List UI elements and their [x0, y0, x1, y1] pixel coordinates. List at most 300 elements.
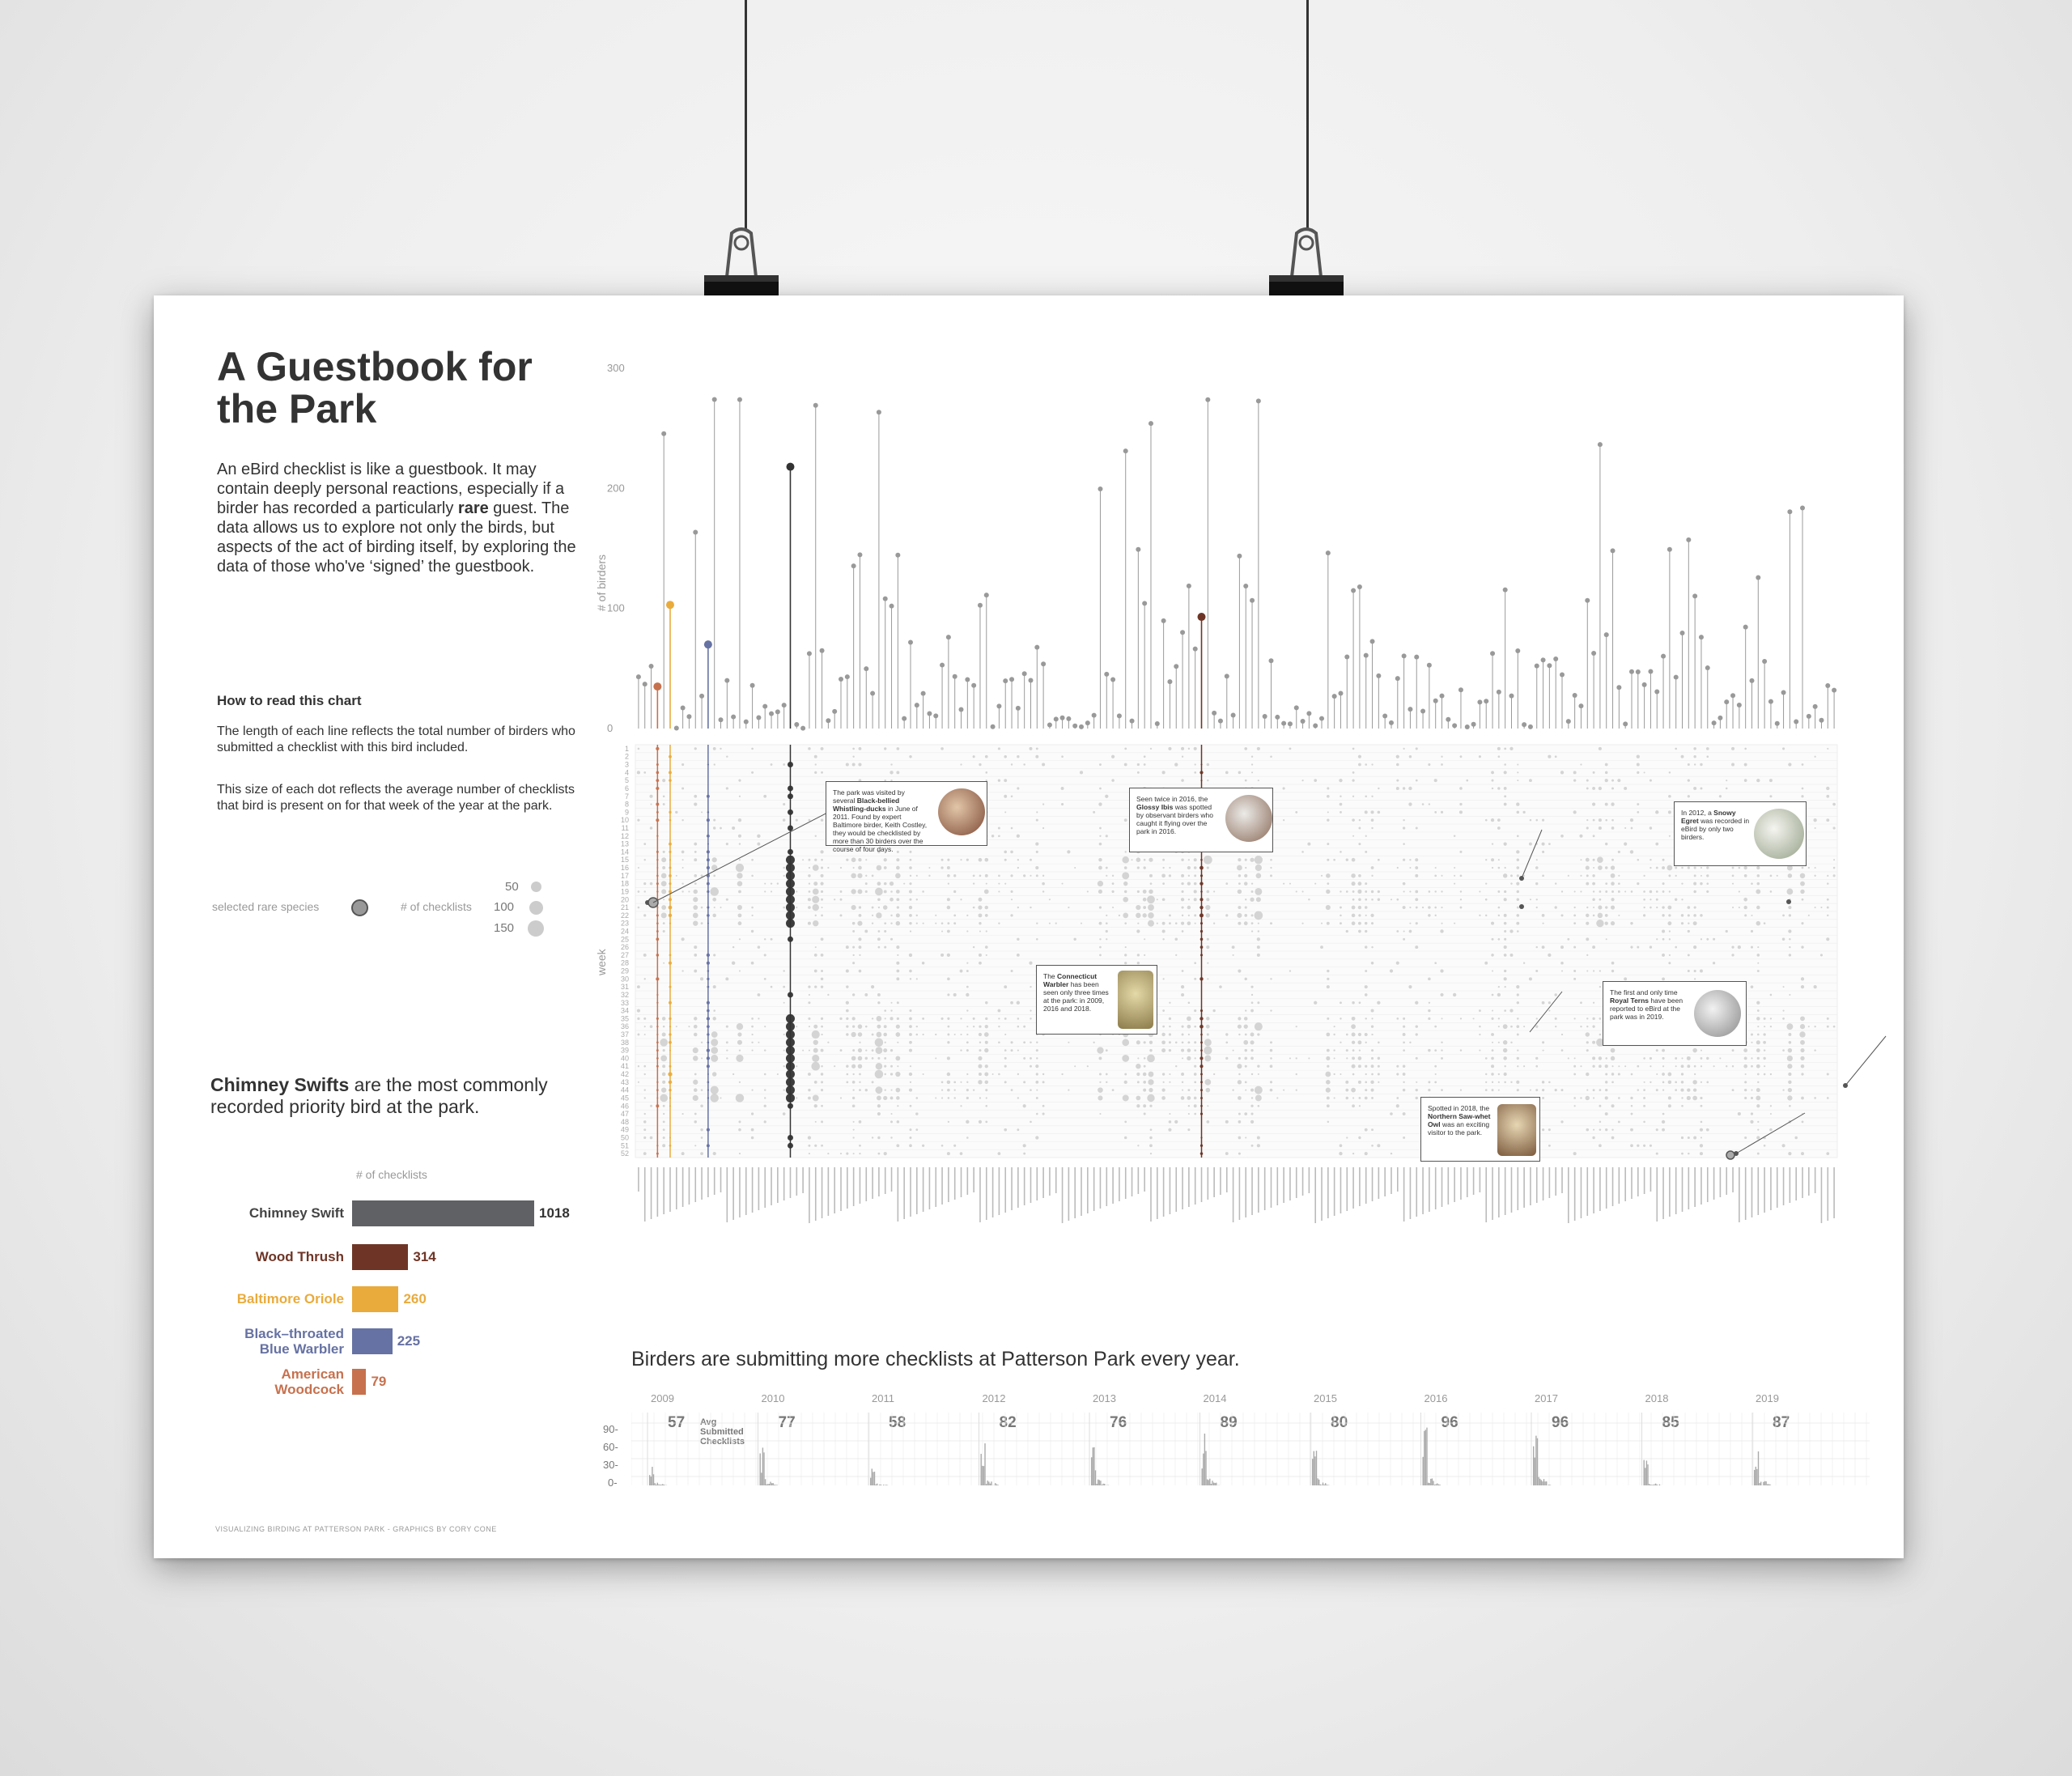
- week-dot: [897, 1042, 898, 1043]
- week-dot: [739, 938, 741, 940]
- annotation-glossy-ibis: [1129, 788, 1273, 852]
- week-dot: [1492, 867, 1493, 869]
- week-dot: [1497, 787, 1500, 789]
- week-dot: [1346, 859, 1348, 861]
- birders-dot: [1566, 719, 1571, 724]
- week-dot: [1428, 906, 1430, 908]
- week-dot: [1693, 747, 1696, 750]
- week-dot: [858, 937, 861, 941]
- week-dot: [1611, 1048, 1616, 1053]
- week-dot: [1498, 1073, 1500, 1075]
- birders-dot: [1395, 676, 1400, 681]
- birders-dot: [978, 603, 983, 608]
- week-dot: [1017, 1128, 1019, 1131]
- week-dot: [669, 962, 672, 965]
- week-dot: [656, 1049, 659, 1052]
- week-dot: [1150, 1153, 1152, 1154]
- week-dot: [1030, 747, 1033, 750]
- week-dot: [910, 978, 911, 979]
- week-dot: [758, 1018, 759, 1019]
- week-dot: [979, 858, 983, 862]
- week-dot: [985, 874, 988, 877]
- week-dot: [707, 850, 710, 853]
- week-dot: [896, 858, 899, 861]
- year-histogram-bar: [1655, 1484, 1656, 1485]
- week-dot: [1017, 1073, 1019, 1075]
- week-dot: [1122, 872, 1129, 879]
- week-dot: [1251, 1001, 1254, 1004]
- week-dot: [1631, 827, 1633, 830]
- week-dot: [998, 875, 1000, 877]
- birders-dot: [915, 703, 919, 707]
- week-dot: [1061, 755, 1064, 758]
- birders-dot: [1212, 711, 1216, 716]
- week-dot: [1429, 803, 1430, 805]
- week-dot: [947, 1056, 950, 1060]
- legend-checklists-label: # of checklists: [401, 900, 472, 913]
- week-dot: [864, 930, 868, 933]
- week-dot: [1119, 915, 1120, 916]
- week-dot: [1675, 1057, 1677, 1060]
- birders-dot: [1408, 707, 1412, 712]
- week-dot: [707, 1017, 710, 1020]
- week-dot: [1403, 1041, 1405, 1043]
- week-dot: [1035, 843, 1038, 846]
- week-dot: [813, 865, 819, 871]
- week-dot: [978, 905, 982, 909]
- week-dot: [1756, 1096, 1760, 1101]
- rare-species-dot: [1786, 899, 1791, 904]
- week-dot: [713, 826, 715, 829]
- week-dot: [1504, 787, 1507, 790]
- week-dot: [1149, 1049, 1152, 1052]
- week-dot: [1757, 1034, 1760, 1036]
- birders-dot: [1427, 663, 1432, 668]
- week-dot: [1535, 1089, 1538, 1091]
- rare-species-dot-owl: [1726, 1151, 1734, 1159]
- week-dot: [1365, 1128, 1368, 1132]
- week-dot: [1042, 763, 1045, 767]
- week-dot: [1630, 850, 1633, 853]
- birders-dot: [991, 724, 996, 729]
- week-dot: [1504, 842, 1507, 845]
- week-dot: [1479, 1009, 1481, 1012]
- week-dot: [1371, 1073, 1374, 1076]
- week-dot: [1017, 954, 1020, 957]
- week-dot: [1370, 914, 1374, 917]
- week-dot: [1536, 859, 1538, 860]
- birders-dot: [1022, 671, 1027, 676]
- week-dot: [1251, 882, 1253, 884]
- week-dot: [1630, 946, 1633, 949]
- week-dot: [1289, 970, 1291, 971]
- week-dot: [1611, 865, 1615, 869]
- week-dot: [1276, 1097, 1278, 1098]
- week-dot: [947, 993, 949, 996]
- week-dot: [916, 875, 918, 877]
- week-dot: [1592, 787, 1595, 790]
- week-dot: [1681, 1097, 1683, 1098]
- week-dot: [1200, 922, 1203, 924]
- week-dot: [1149, 1072, 1154, 1077]
- week-dot: [1359, 819, 1361, 821]
- birders-dot: [965, 678, 970, 682]
- week-dot: [821, 1073, 823, 1075]
- week-dot: [1700, 938, 1702, 940]
- week-dot: [1030, 1121, 1032, 1124]
- week-dot: [1548, 1001, 1551, 1004]
- birders-dot: [800, 726, 805, 731]
- week-dot: [875, 1039, 884, 1047]
- week-dot: [1099, 946, 1102, 949]
- birders-dot: [1446, 717, 1450, 722]
- week-dot: [1560, 1120, 1563, 1123]
- week-dot: [1237, 1064, 1242, 1069]
- week-dot: [1378, 1081, 1379, 1083]
- week-dot: [872, 1034, 874, 1036]
- week-dot: [643, 1128, 646, 1131]
- week-dot: [1694, 1073, 1696, 1075]
- week-dot: [1169, 922, 1171, 924]
- week-dot: [1181, 985, 1184, 988]
- week-dot: [884, 890, 887, 894]
- week-dot: [637, 985, 640, 988]
- week-dot: [669, 890, 672, 894]
- week-dot: [786, 1014, 795, 1023]
- week-dot: [710, 887, 719, 896]
- week-dot: [1233, 1050, 1234, 1052]
- week-dot: [1042, 827, 1044, 829]
- week-dot: [895, 1056, 900, 1061]
- week-dot: [1656, 899, 1658, 901]
- week-dot: [979, 1033, 982, 1036]
- week-dot: [637, 1034, 639, 1036]
- week-dot: [966, 993, 969, 996]
- week-dot: [738, 835, 741, 838]
- week-dot: [1435, 915, 1437, 916]
- birders-dot: [857, 552, 862, 557]
- week-dot: [1688, 763, 1690, 766]
- week-dot: [738, 921, 742, 925]
- week-dot: [1757, 1129, 1759, 1131]
- week-dot: [1194, 890, 1197, 893]
- week-dot: [1244, 747, 1247, 750]
- week-dot: [954, 1034, 956, 1035]
- week-dot: [1750, 1120, 1753, 1124]
- week-dot: [783, 763, 785, 766]
- week-dot: [1296, 890, 1297, 892]
- week-dot: [1144, 1041, 1146, 1043]
- week-dot: [1788, 1048, 1792, 1052]
- week-dot: [1408, 985, 1412, 988]
- week-dot: [1757, 970, 1760, 972]
- week-dot: [883, 905, 888, 910]
- week-dot: [941, 1145, 944, 1147]
- week-dot: [1693, 890, 1696, 893]
- birders-dot: [1370, 639, 1375, 644]
- week-dot: [707, 882, 710, 886]
- week-dot: [1529, 843, 1532, 846]
- birders-dot: [1016, 706, 1021, 711]
- week-dot: [998, 883, 1000, 885]
- week-dot: [1042, 875, 1044, 877]
- week-dot: [1124, 1081, 1127, 1084]
- week-dot: [812, 896, 819, 903]
- week-dot: [890, 882, 894, 886]
- week-dot: [1327, 922, 1330, 925]
- week-dot: [1713, 962, 1715, 964]
- week-dot: [1403, 1073, 1406, 1076]
- week-dot: [694, 747, 697, 750]
- annotation-whistling-ducks: [826, 781, 987, 853]
- week-dot: [827, 1153, 829, 1154]
- week-dot: [1137, 923, 1139, 924]
- week-dot: [694, 858, 697, 861]
- week-dot: [1035, 1064, 1038, 1068]
- week-dot: [1258, 923, 1259, 924]
- week-dot: [1744, 1097, 1747, 1099]
- week-dot: [947, 1041, 949, 1043]
- week-dot: [681, 1152, 685, 1155]
- week-dot: [846, 1081, 848, 1083]
- week-dot: [1441, 875, 1442, 877]
- week-dot: [701, 874, 703, 877]
- week-dot: [909, 1128, 911, 1131]
- week-dot: [922, 1145, 924, 1147]
- week-dot: [1599, 1034, 1602, 1036]
- birders-dot: [1313, 723, 1318, 728]
- week-dot: [1011, 1089, 1013, 1091]
- week-dot: [1245, 899, 1246, 900]
- week-dot: [1251, 930, 1253, 932]
- week-dot: [1574, 1105, 1576, 1107]
- week-dot: [1200, 1105, 1203, 1107]
- week-dot: [1503, 873, 1507, 877]
- week-dot: [1415, 858, 1418, 861]
- week-dot: [1238, 1025, 1242, 1029]
- week-tick: 15: [620, 856, 629, 865]
- week-dot: [1605, 763, 1608, 767]
- week-dot: [1440, 929, 1443, 933]
- week-dot: [1756, 906, 1760, 910]
- week-dot: [877, 1025, 881, 1029]
- week-dot: [935, 915, 936, 916]
- birders-dot: [731, 715, 736, 720]
- week-dot: [1555, 882, 1556, 884]
- week-dot: [1599, 1018, 1602, 1020]
- week-dot: [1599, 986, 1601, 988]
- week-dot: [1535, 1065, 1538, 1068]
- birders-dot: [1414, 655, 1419, 660]
- week-dot: [1802, 763, 1804, 766]
- avg-checklists-2011: 58: [889, 1414, 906, 1431]
- week-dot: [876, 1047, 883, 1054]
- week-dot: [1200, 937, 1204, 941]
- birders-dot: [1680, 631, 1685, 635]
- birders-dot: [1268, 658, 1273, 663]
- week-dot: [1169, 1113, 1170, 1115]
- week-dot: [1637, 811, 1639, 814]
- week-dot: [897, 1105, 898, 1107]
- birders-dot: [1161, 618, 1166, 623]
- week-dot: [786, 887, 795, 896]
- week-dot: [1004, 1018, 1007, 1020]
- week-dot: [663, 803, 665, 805]
- week-dot: [1403, 1026, 1405, 1028]
- week-dot: [764, 1120, 766, 1123]
- birders-dot: [1256, 398, 1261, 403]
- week-dot: [890, 938, 893, 941]
- week-dot: [1688, 922, 1689, 924]
- week-dot: [1441, 907, 1442, 908]
- week-dot: [656, 954, 660, 957]
- year-histogram-bar: [1541, 1480, 1542, 1485]
- week-dot: [663, 1137, 665, 1139]
- week-dot: [1586, 914, 1589, 917]
- week-dot: [707, 962, 710, 965]
- week-dot: [1586, 954, 1588, 956]
- week-dot: [1270, 859, 1272, 861]
- birders-dot: [1800, 505, 1805, 510]
- week-dot: [656, 859, 658, 860]
- week-dot: [1693, 914, 1696, 917]
- week-dot: [783, 875, 785, 877]
- week-tick: 8: [624, 800, 629, 809]
- week-dot: [809, 882, 810, 884]
- y-tick-100: 100: [607, 601, 625, 614]
- week-dot: [1340, 915, 1342, 917]
- week-dot: [858, 1064, 862, 1068]
- week-dot: [1371, 1128, 1374, 1131]
- week-dot: [1706, 882, 1709, 885]
- birders-dot: [1187, 584, 1191, 588]
- week-dot: [1681, 922, 1684, 924]
- week-dot: [1029, 962, 1032, 965]
- week-dot: [1030, 1009, 1031, 1011]
- week-dot: [966, 859, 969, 861]
- week-dot: [650, 803, 652, 805]
- week-dot: [1700, 1097, 1702, 1099]
- week-dot: [712, 1072, 717, 1077]
- week-dot: [1561, 1049, 1564, 1052]
- bar-label-2: Baltimore Oriole: [236, 1291, 344, 1307]
- week-dot: [1787, 1064, 1792, 1069]
- week-dot: [1199, 771, 1203, 774]
- week-dot: [859, 970, 862, 973]
- week-dot: [694, 954, 697, 957]
- week-dot: [764, 1105, 766, 1107]
- week-dot: [973, 907, 975, 909]
- week-dot: [1637, 1089, 1639, 1090]
- week-dot: [1181, 906, 1183, 908]
- week-dot: [1732, 1049, 1734, 1052]
- birders-dot: [712, 397, 717, 402]
- week-dot: [1586, 1032, 1590, 1036]
- week-dot: [1833, 874, 1836, 877]
- week-dot: [1504, 945, 1507, 949]
- week-dot: [700, 1128, 703, 1131]
- birders-dot: [870, 691, 875, 696]
- week-dot: [947, 1018, 949, 1020]
- week-tick: 28: [620, 958, 629, 967]
- week-dot: [1106, 867, 1108, 869]
- week-dot: [1365, 906, 1368, 909]
- week-dot: [669, 1089, 671, 1091]
- week-dot: [1681, 1057, 1683, 1059]
- week-dot: [941, 1089, 943, 1090]
- week-dot: [877, 865, 882, 871]
- week-dot: [1283, 1090, 1284, 1091]
- week-dot: [1454, 835, 1455, 837]
- week-dot: [1251, 771, 1253, 773]
- week-dot: [682, 859, 684, 860]
- week-dot: [1434, 1081, 1437, 1083]
- week-dot: [1200, 763, 1202, 765]
- week-dot: [1706, 1057, 1709, 1060]
- week-dot: [1371, 818, 1374, 822]
- birders-dot: [1338, 691, 1343, 696]
- week-dot: [1662, 1073, 1665, 1076]
- week-dot: [1340, 1001, 1342, 1004]
- week-dot: [877, 993, 881, 996]
- week-dot: [643, 1152, 647, 1155]
- week-dot: [985, 1081, 989, 1085]
- week-dot: [1517, 1018, 1519, 1020]
- week-dot: [985, 771, 987, 774]
- week-dot: [1700, 1065, 1702, 1067]
- week-dot: [663, 851, 665, 853]
- week-dot: [960, 1105, 962, 1107]
- week-dot: [1061, 1073, 1063, 1075]
- week-dot: [1207, 1120, 1210, 1124]
- week-dot: [813, 1095, 819, 1102]
- week-dot: [1675, 875, 1677, 877]
- year-label-2016: 2016: [1424, 1392, 1448, 1404]
- week-dot: [738, 1128, 741, 1132]
- week-dot: [1036, 851, 1038, 853]
- week-dot: [1523, 875, 1525, 877]
- week-dot: [1492, 1010, 1493, 1012]
- week-dot: [1492, 1081, 1493, 1083]
- week-dot: [1409, 923, 1411, 924]
- week-dot: [1225, 914, 1228, 916]
- week-dot: [656, 835, 658, 837]
- week-dot: [1548, 1128, 1551, 1131]
- week-dot: [1669, 890, 1671, 892]
- week-dot: [1099, 763, 1102, 766]
- week-dot: [1200, 859, 1203, 861]
- week-dot: [1800, 1048, 1804, 1052]
- birders-dot: [1465, 724, 1470, 729]
- week-dot: [1352, 921, 1356, 925]
- week-dot: [1124, 1121, 1127, 1124]
- week-dot: [1605, 866, 1607, 869]
- week-dot: [1662, 1120, 1665, 1124]
- week-dot: [1327, 1121, 1329, 1123]
- week-dot: [1168, 747, 1171, 750]
- week-dot: [1693, 787, 1696, 790]
- week-dot: [1700, 763, 1702, 766]
- week-dot: [1517, 763, 1518, 765]
- week-dot: [1416, 1033, 1418, 1035]
- week-dot: [1637, 946, 1639, 949]
- week-dot: [1631, 1105, 1633, 1107]
- bar-label-0: Chimney Swift: [248, 1205, 344, 1221]
- week-dot: [707, 1064, 710, 1068]
- birders-dot: [775, 709, 780, 714]
- week-tick: 41: [620, 1062, 629, 1071]
- week-dot: [656, 779, 659, 782]
